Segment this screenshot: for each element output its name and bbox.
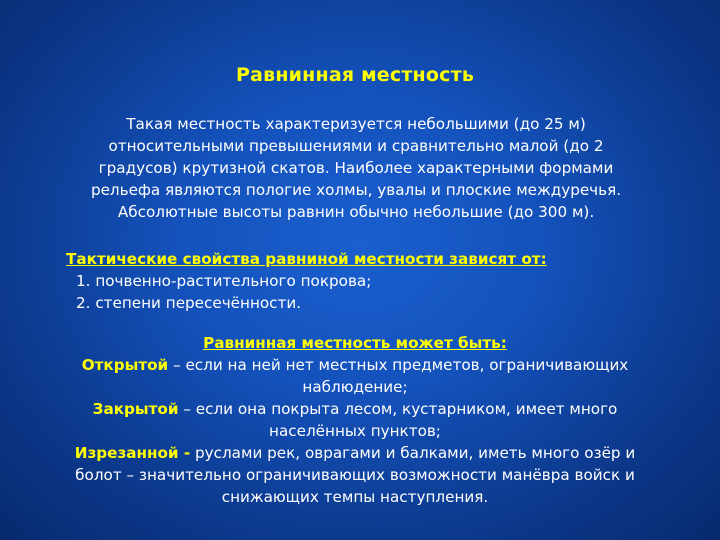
type-cut-cont: болот – значительно ограничивающих возможности манёвра войск и xyxy=(75,466,635,484)
types-heading: Равнинная местность может быть: xyxy=(203,334,507,352)
tactics-item: 2. степени пересечённости. xyxy=(76,294,302,312)
type-cut xyxy=(20,442,690,464)
type-open xyxy=(20,354,690,376)
type-cut-text: руслами рек, оврагами и балками, иметь много озёр и xyxy=(190,444,636,462)
slide-title: Равнинная местность xyxy=(235,64,475,86)
intro-line: относительными превышениями и сравнительно малой (до 2 xyxy=(108,137,604,155)
type-closed xyxy=(20,398,690,420)
tactics-heading: Тактические свойства равниной местности зависят от: xyxy=(66,250,547,268)
type-cut-cont: снижающих темпы наступления. xyxy=(221,488,489,506)
type-closed-term: Закрытой xyxy=(92,400,179,418)
intro-line: рельефа являются пологие холмы, увалы и плоские междуречья. xyxy=(90,181,622,199)
types-section xyxy=(20,332,690,508)
type-cut-term: Изрезанной - xyxy=(74,444,191,462)
tactics-item: 1. почвенно-растительного покрова; xyxy=(76,272,372,290)
type-closed-cont: населённых пунктов; xyxy=(269,422,441,440)
type-open-term: Открытой xyxy=(81,356,169,374)
intro-paragraph xyxy=(40,113,672,223)
type-open-cont: наблюдение; xyxy=(302,378,408,396)
tactics-section xyxy=(66,248,666,314)
type-closed-text: – если она покрыта лесом, кустарником, имеет много xyxy=(178,400,618,418)
intro-line: градусов) крутизной скатов. Наиболее характерными формами xyxy=(98,159,614,177)
intro-line: Абсолютные высоты равнин обычно небольшие (до 300 м). xyxy=(117,203,595,221)
intro-line: Такая местность характеризуется небольшими (до 25 м) xyxy=(126,115,586,133)
type-open-text: – если на ней нет местных предметов, ограничивающих xyxy=(168,356,629,374)
